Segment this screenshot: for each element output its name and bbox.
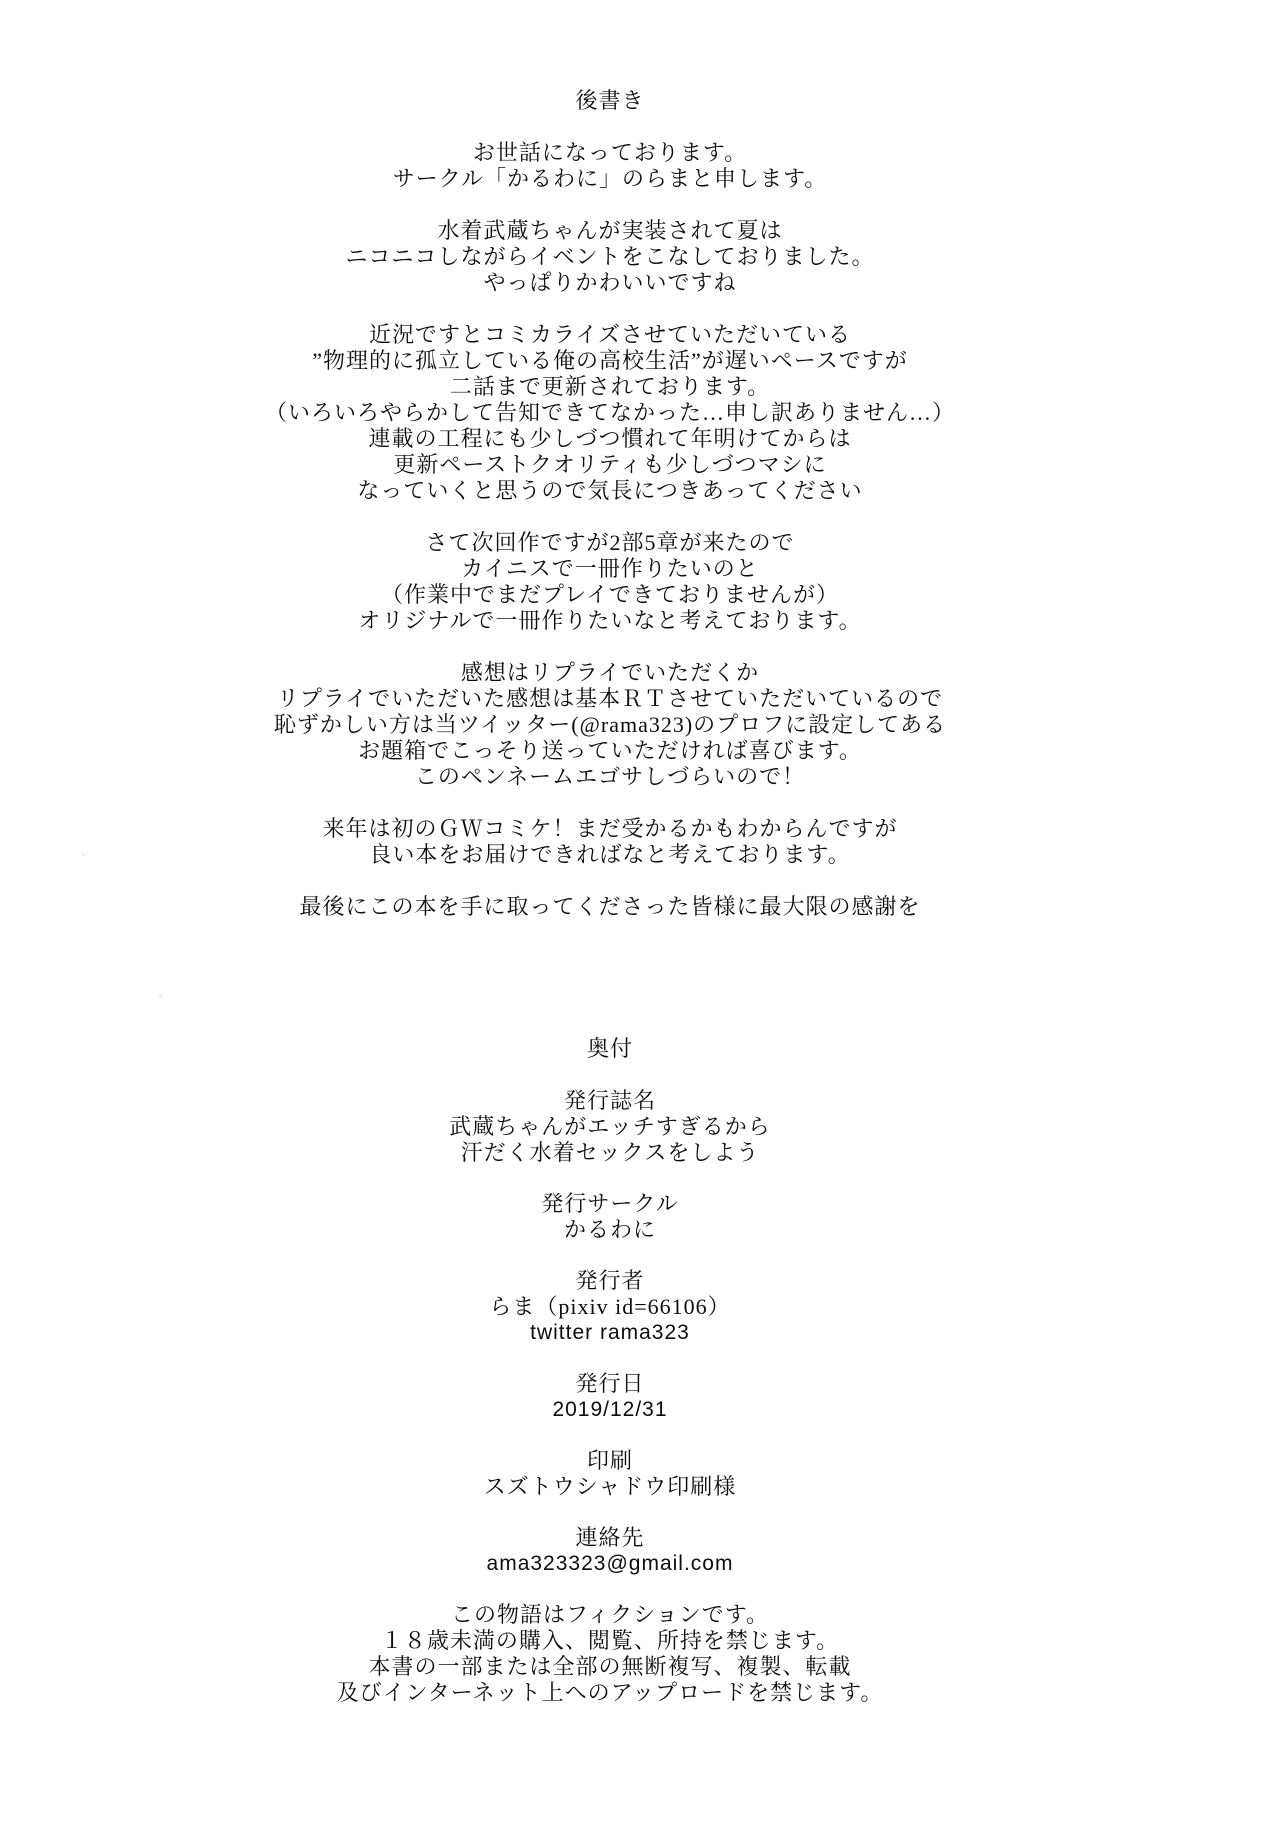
afterword-line: 最後にこの本を手に取ってくださった皆様に最大限の感謝を [299,894,921,919]
afterword-section [0,88,1220,946]
afterword-line: 連載の工程にも少しづつ慣れて年明けてからは [368,426,852,451]
colophon-entry-label: 印刷 [586,1448,633,1473]
afterword-title: 後書き [575,88,645,113]
afterword-line: リプライでいただいた感想は基本ＲＴさせていただいているので [276,686,944,711]
afterword-line: なっていくと思うので気長につきあってください [357,478,863,503]
afterword-line: 来年は初のＧＷコミケ！まだ受かるかもわからんですが [322,816,898,841]
scan-speck [82,853,85,856]
colophon-entry [0,1191,1220,1243]
colophon-entry [0,1448,1220,1500]
colophon-entry-label: 発行サークル [541,1191,679,1216]
colophon-section [0,1036,1220,1731]
disclaimer-line: １８歳未満の購入、閲覧、所持を禁じます。 [380,1628,840,1653]
afterword-line: やっぱりかわいいですね [483,270,737,295]
disclaimer-line: 及びインターネット上へのアップロードを禁じます。 [336,1680,884,1705]
afterword-line: お題箱でこっそり送っていただければ喜びます。 [358,738,862,763]
colophon-entry-value: ama323323@gmail.com [486,1552,734,1575]
colophon-entry [0,1371,1220,1423]
afterword-paragraph [0,322,1220,504]
colophon-entry-label: 連絡先 [575,1525,645,1550]
afterword-line: 近況ですとコミカライズさせていただいている [368,322,852,347]
afterword-paragraph [0,218,1220,296]
colophon-entry [0,1268,1220,1346]
afterword-line: （作業中でまだプレイできておりませんが） [380,582,840,607]
afterword-line: お世話になっております。 [472,140,748,165]
afterword-line: 水着武蔵ちゃんが実装されて夏は [437,218,783,243]
afterword-line: カイニスで一冊作りたいのと [461,556,759,581]
afterword-line: このペンネームエゴサしづらいので！ [414,764,806,789]
colophon-entries [0,1088,1220,1577]
colophon-entry-label: 発行日 [575,1371,645,1396]
afterword-paragraph [0,530,1220,634]
colophon-entry-value: らま（pixiv id=66106） [489,1294,731,1319]
colophon-entry-value: 2019/12/31 [552,1398,668,1421]
colophon-entry-value: twitter rama323 [530,1321,690,1344]
afterword-paragraph [0,660,1220,790]
afterword-line: サークル「かるわに」のらまと申します。 [392,166,828,191]
colophon-entry-label: 発行誌名 [563,1088,656,1113]
afterword-paragraph [0,816,1220,868]
afterword-paragraphs [0,140,1220,920]
disclaimer-line: 本書の一部または全部の無断複写、複製、転載 [368,1654,852,1679]
afterword-line: 恥ずかしい方は当ツイッター(@rama323)のプロフに設定してある [273,712,947,737]
colophon-entry-value: スズトウシャドウ印刷様 [483,1474,737,1499]
afterword-paragraph [0,894,1220,920]
colophon-title: 奥付 [586,1036,633,1061]
afterword-line: 更新ペーストクオリティも少しづつマシに [393,452,827,477]
colophon-entry [0,1088,1220,1166]
disclaimer-line: この物語はフィクションです。 [450,1602,770,1627]
colophon-entry-value: 汗だく水着セックスをしよう [460,1140,760,1165]
colophon-entry-value: かるわに [563,1217,656,1242]
afterword-line: （いろいろやらかして告知できてなかった…申し訳ありません…） [264,400,955,425]
afterword-line: 感想はリプライでいただくか [460,660,760,685]
afterword-line: 二話まで更新されております。 [449,374,771,399]
afterword-line: さて次回作ですが2部5章が来たので [425,530,795,555]
afterword-line: オリジナルで一冊作りたいなと考えております。 [358,608,862,633]
afterword-line: ニコニコしながらイベントをこなしておりました。 [345,244,875,269]
colophon-disclaimer [0,1602,1220,1706]
colophon-entry [0,1525,1220,1577]
afterword-line: 良い本をお届けできればなと考えております。 [369,842,851,867]
scan-speck [159,994,162,997]
afterword-line: ”物理的に孤立している俺の高校生活”が遅いペースですが [312,348,908,373]
colophon-entry-label: 発行者 [575,1268,645,1293]
colophon-entry-value: 武蔵ちゃんがエッチすぎるから [449,1114,771,1139]
afterword-paragraph [0,140,1220,192]
